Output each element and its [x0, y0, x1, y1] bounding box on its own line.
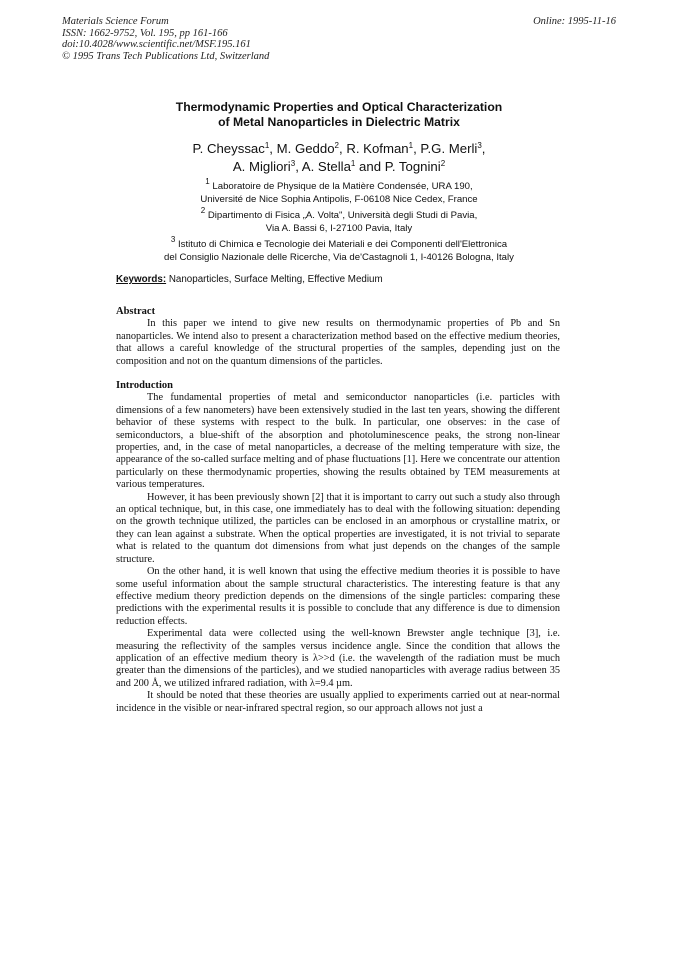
- paragraph: On the other hand, it is well known that using the effective medium theories it is possible to have some useful information about the sample structural characteristics. The interesting feature is that any effective medium theory prediction depends on the dimensions of the single particles: comparing these predictions with the experimental results it is possible to conclude that any difference is due to dimension reduction effects.: [116, 566, 560, 627]
- author-affiliation-mark: 2: [440, 158, 446, 168]
- author-line-1: [0, 140, 678, 158]
- author-separator: ,: [481, 141, 486, 156]
- author-separator: ,: [269, 141, 277, 156]
- affiliation-line: Laboratoire de Physique de la Matière Condensée, URA 190,: [212, 181, 473, 192]
- author-name: A. Migliori: [232, 158, 291, 174]
- paragraph: The fundamental properties of metal and semiconductor nanoparticles (i.e. particles with dimensions of a few nanometers) have been extensively studied in the last ten years, showing the different behavior of these systems with respect to the bulk. In particular, one observes: in the case of semiconductors, a blue-shift of the absorption and photoluminescence peaks, the strong non-linear properties, and, in the case of metal nanoparticles, a decrease of the melting temperature with size, the appearance of the so-called surface melting and of phase fluctuations [1]. Here we concentrate our attention particularly on these thermodynamic properties, showing the results obtained by TEM measurements at various temperatures.: [116, 392, 560, 491]
- paper-title: [0, 100, 678, 130]
- affiliation-number: 2: [200, 206, 206, 215]
- keywords-line: [116, 274, 383, 285]
- affiliation-line: del Consiglio Nazionale delle Ricerche, Via de'Castagnoli 1, I-40126 Bologna, Italy: [164, 252, 514, 263]
- affiliation-1: [0, 177, 678, 206]
- affiliation-line: Via A. Bassi 6, I-27100 Pavia, Italy: [265, 223, 413, 234]
- author-name: R. Kofman: [346, 141, 409, 156]
- author-name: P.G. Merli: [420, 141, 478, 156]
- author-affiliation-mark: 2: [334, 141, 339, 150]
- author-separator: ,: [295, 158, 302, 174]
- author-name: P. Tognini: [384, 158, 441, 174]
- affiliation-3: [0, 235, 678, 264]
- author-name: P. Cheyssac: [192, 141, 265, 156]
- issn-line: ISSN: 1662-9752, Vol. 195, pp 161-166: [62, 27, 228, 39]
- introduction-section: [116, 380, 560, 715]
- doi-line: doi:10.4028/www.scientific.net/MSF.195.161: [62, 39, 251, 50]
- keywords-text: Nanoparticles, Surface Melting, Effective Medium: [168, 274, 383, 285]
- author-affiliation-mark: 1: [264, 141, 270, 150]
- title-line-1: Thermodynamic Properties and Optical Characterization: [175, 100, 503, 114]
- paragraph: It should be noted that these theories are usually applied to experiments carried out at near-normal incidence in the visible or near-infrared spectral region, so our approach allows not just a: [116, 690, 560, 714]
- copyright-line: © 1995 Trans Tech Publications Ltd, Switzerland: [62, 50, 270, 62]
- author-separator: ,: [339, 141, 347, 156]
- author-name: M. Geddo: [276, 141, 335, 156]
- author-separator: ,: [413, 141, 421, 156]
- abstract-text: In this paper we intend to give new results on thermodynamic properties of Pb and Sn nanoparticles. We intend also to present a characterization method based on the effective medium theories, that allows a careful knowledge of the structural properties of the samples, depending just on the composition and not on the quantum dimensions of the particles.: [116, 318, 560, 367]
- affiliation-line: Istituto di Chimica e Tecnologie dei Materiali e dei Componenti dell'Elettronica: [178, 239, 508, 250]
- author-affiliation-mark: 3: [477, 141, 482, 150]
- affiliation-line: Dipartimento di Fisica „A. Volta", Università degli Studi di Pavia,: [207, 210, 478, 221]
- abstract-section: [116, 306, 560, 368]
- affiliation-2: [0, 206, 678, 235]
- author-affiliation-mark: 1: [350, 158, 356, 168]
- paragraph: Experimental data were collected using the well-known Brewster angle technique [3], i.e. measuring the reflectivity of the samples versus incidence angle. Since the condition that allows the application of an effective medium theory is λ>>d (i.e. the wavelength of the radiation must be much greater than the dimensions of the particles), and we studied nanoparticles with average radius between 35 and 200 Å, we utilized infrared radiation, with λ=9.4 µm.: [116, 628, 560, 689]
- journal-name: Materials Science Forum: [62, 16, 169, 27]
- author-separator: and: [355, 158, 385, 174]
- affiliation-number: 1: [205, 177, 210, 186]
- online-date: Online: 1995-11-16: [533, 16, 616, 27]
- author-line-2: [0, 158, 678, 176]
- paragraph: However, it has been previously shown [2] that it is important to carry out such a study also through an optical technique, but, in this case, one immediately has to deal with the following situation: depending on the growth technique utilized, the particles can be enclosed in an amorphous or crystalline matrix, or they can lean against a substrate. When the optical properties are investigated, it is not trivial to separate what is related to the quantum dot dimensions from what just depends on the changes of the sample structure.: [116, 491, 560, 565]
- introduction-heading: Introduction: [116, 380, 173, 391]
- author-list: [0, 140, 678, 175]
- abstract-heading: Abstract: [116, 306, 156, 317]
- affiliation-number: 3: [170, 235, 176, 244]
- affiliation-line: Université de Nice Sophia Antipolis, F-06108 Nice Cedex, France: [200, 194, 478, 205]
- author-affiliation-mark: 3: [290, 158, 296, 168]
- author-affiliation-mark: 1: [408, 141, 414, 150]
- title-line-2: of Metal Nanoparticles in Dielectric Matrix: [218, 115, 460, 129]
- keywords-label: Keywords:: [116, 274, 167, 285]
- journal-metadata: [62, 16, 269, 62]
- author-name: A. Stella: [301, 158, 351, 174]
